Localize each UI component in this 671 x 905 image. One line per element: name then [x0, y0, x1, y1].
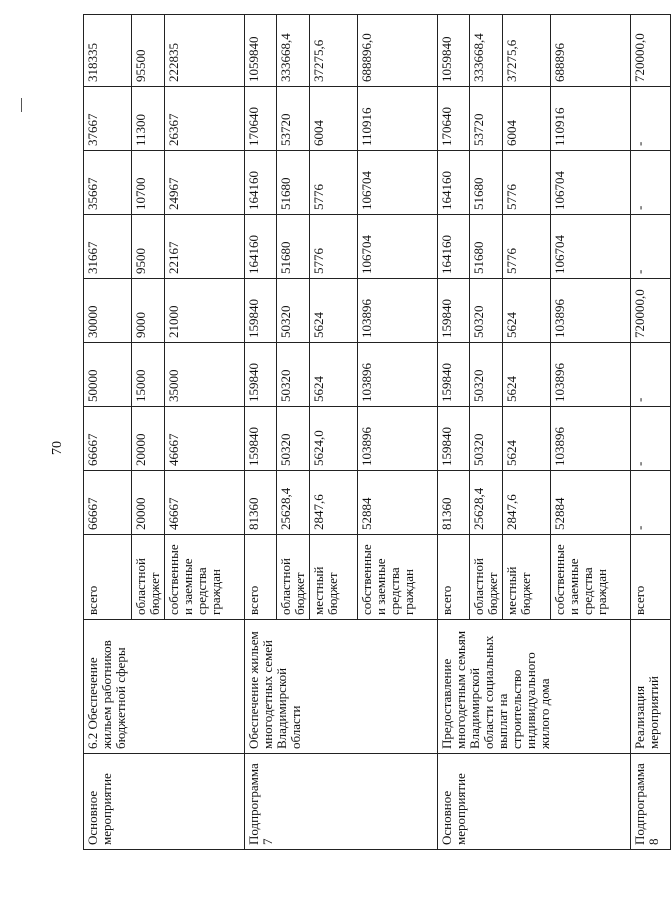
year-value-cell: 110916: [551, 87, 631, 151]
table-row: [438, 15, 470, 850]
year-value-cell: 5624: [503, 407, 551, 471]
year-value-cell: 5624: [503, 279, 551, 343]
year-value-cell: 24967: [165, 151, 245, 215]
year-value-cell: 50320: [277, 343, 310, 407]
year-value-cell: 164160: [245, 215, 277, 279]
year-value-cell: -: [631, 215, 671, 279]
year-value-cell: 5624: [503, 343, 551, 407]
funding-source-cell: всего: [84, 535, 132, 620]
year-value-cell: 5624: [310, 343, 358, 407]
year-value-cell: 53720: [277, 87, 310, 151]
year-value-cell: 106704: [358, 215, 438, 279]
year-value-cell: 103896: [358, 343, 438, 407]
year-value-cell: -: [631, 87, 671, 151]
item-type-cell: Основное мероприятие: [84, 754, 245, 850]
year-value-cell: 10700: [132, 151, 165, 215]
year-value-cell: 53720: [470, 87, 503, 151]
year-value-cell: 103896: [551, 343, 631, 407]
year-value-cell: 35000: [165, 343, 245, 407]
year-value-cell: 25628,4: [277, 471, 310, 535]
year-value-cell: 51680: [277, 215, 310, 279]
total-value-cell: 37275,6: [310, 15, 358, 87]
funding-source-cell: собственные и заемные средства граждан: [358, 535, 438, 620]
year-value-cell: 35667: [84, 151, 132, 215]
year-value-cell: 720000,0: [631, 279, 671, 343]
total-value-cell: 222835: [165, 15, 245, 87]
total-value-cell: 333668,4: [277, 15, 310, 87]
year-value-cell: 51680: [470, 215, 503, 279]
table-body: [84, 15, 671, 850]
financing-table: [83, 14, 671, 850]
year-value-cell: 159840: [245, 343, 277, 407]
year-value-cell: 5624: [310, 279, 358, 343]
item-type-cell: Основное мероприятие: [438, 754, 631, 850]
year-value-cell: 103896: [551, 279, 631, 343]
item-name-cell: 6.2 Обеспечение жильем работников бюджетной сферы: [84, 620, 245, 754]
year-value-cell: 20000: [132, 471, 165, 535]
year-value-cell: 103896: [358, 279, 438, 343]
year-value-cell: 51680: [470, 151, 503, 215]
year-value-cell: 52884: [551, 471, 631, 535]
year-value-cell: 50000: [84, 343, 132, 407]
year-value-cell: 66667: [84, 407, 132, 471]
item-type-cell: Подпрограмма 7: [245, 754, 438, 850]
year-value-cell: -: [631, 407, 671, 471]
year-value-cell: 9500: [132, 215, 165, 279]
year-value-cell: 159840: [245, 407, 277, 471]
year-value-cell: 159840: [245, 279, 277, 343]
item-name-cell: Предоставление многодетным семьям Владимирской области социальных выплат на строительство индивидуального жилого дома: [438, 620, 631, 754]
year-value-cell: 30000: [84, 279, 132, 343]
total-value-cell: 37275,6: [503, 15, 551, 87]
year-value-cell: 159840: [438, 407, 470, 471]
funding-source-cell: местный бюджет: [503, 535, 551, 620]
funding-source-cell: всего: [245, 535, 277, 620]
year-value-cell: 22167: [165, 215, 245, 279]
year-value-cell: 50320: [277, 407, 310, 471]
year-value-cell: -: [631, 471, 671, 535]
margin-mark: [21, 98, 22, 112]
year-value-cell: 37667: [84, 87, 132, 151]
table-row: [631, 15, 671, 850]
year-value-cell: 6004: [503, 87, 551, 151]
item-name-cell: Реализация мероприятий: [631, 620, 671, 754]
rotated-table-container: [83, 15, 661, 850]
year-value-cell: 20000: [132, 407, 165, 471]
funding-source-cell: областной бюджет: [470, 535, 503, 620]
total-value-cell: 318335: [84, 15, 132, 87]
year-value-cell: 170640: [245, 87, 277, 151]
year-value-cell: 9000: [132, 279, 165, 343]
year-value-cell: 50320: [470, 279, 503, 343]
year-value-cell: 5776: [503, 151, 551, 215]
total-value-cell: 1059840: [245, 15, 277, 87]
total-value-cell: 1059840: [438, 15, 470, 87]
year-value-cell: 50320: [277, 279, 310, 343]
year-value-cell: -: [631, 151, 671, 215]
year-value-cell: 159840: [438, 343, 470, 407]
page-number: 70: [50, 441, 65, 455]
year-value-cell: 106704: [551, 151, 631, 215]
year-value-cell: 51680: [277, 151, 310, 215]
year-value-cell: 164160: [245, 151, 277, 215]
total-value-cell: 688896,0: [358, 15, 438, 87]
year-value-cell: 5624,0: [310, 407, 358, 471]
year-value-cell: 106704: [551, 215, 631, 279]
year-value-cell: 52884: [358, 471, 438, 535]
year-value-cell: 159840: [438, 279, 470, 343]
year-value-cell: 5776: [503, 215, 551, 279]
year-value-cell: 15000: [132, 343, 165, 407]
year-value-cell: 6004: [310, 87, 358, 151]
funding-source-cell: областной бюджет: [132, 535, 165, 620]
year-value-cell: 26367: [165, 87, 245, 151]
year-value-cell: 164160: [438, 215, 470, 279]
total-value-cell: 720000,0: [631, 15, 671, 87]
year-value-cell: -: [631, 343, 671, 407]
table-row: [245, 15, 277, 850]
year-value-cell: 106704: [358, 151, 438, 215]
year-value-cell: 5776: [310, 215, 358, 279]
year-value-cell: 25628,4: [470, 471, 503, 535]
year-value-cell: 50320: [470, 343, 503, 407]
total-value-cell: 95500: [132, 15, 165, 87]
year-value-cell: 81360: [245, 471, 277, 535]
funding-source-cell: собственные и заемные средства граждан: [165, 535, 245, 620]
funding-source-cell: собственные и заемные средства граждан: [551, 535, 631, 620]
funding-source-cell: всего: [438, 535, 470, 620]
item-name-cell: Обеспечение жильем многодетных семей Владимирской области: [245, 620, 438, 754]
year-value-cell: 5776: [310, 151, 358, 215]
year-value-cell: 31667: [84, 215, 132, 279]
year-value-cell: 21000: [165, 279, 245, 343]
year-value-cell: 2847,6: [310, 471, 358, 535]
year-value-cell: 110916: [358, 87, 438, 151]
year-value-cell: 11300: [132, 87, 165, 151]
year-value-cell: 103896: [358, 407, 438, 471]
year-value-cell: 103896: [551, 407, 631, 471]
funding-source-cell: местный бюджет: [310, 535, 358, 620]
year-value-cell: 50320: [470, 407, 503, 471]
funding-source-cell: областной бюджет: [277, 535, 310, 620]
item-type-cell: Подпрограмма 8: [631, 754, 671, 850]
funding-source-cell: всего: [631, 535, 671, 620]
year-value-cell: 164160: [438, 151, 470, 215]
year-value-cell: 46667: [165, 471, 245, 535]
total-value-cell: 688896: [551, 15, 631, 87]
year-value-cell: 81360: [438, 471, 470, 535]
year-value-cell: 46667: [165, 407, 245, 471]
year-value-cell: 66667: [84, 471, 132, 535]
table-row: [84, 15, 132, 850]
year-value-cell: 2847,6: [503, 471, 551, 535]
total-value-cell: 333668,4: [470, 15, 503, 87]
year-value-cell: 170640: [438, 87, 470, 151]
